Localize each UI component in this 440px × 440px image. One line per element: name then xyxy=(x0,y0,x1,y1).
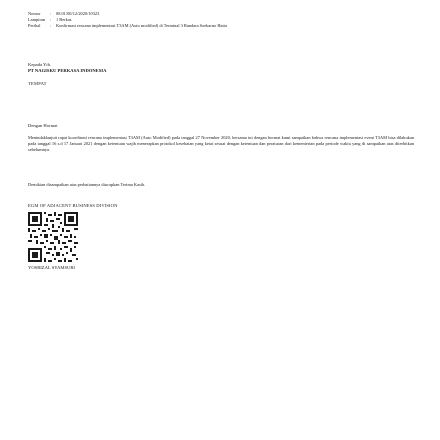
letter-metadata xyxy=(28,11,416,30)
recipient-salutation: Kepada Yth. xyxy=(28,62,52,67)
body-paragraph: Menindaklanjuti rapat koordinasi rencana implementasi T3AM (Auto Modified) pada tanggal 27 November 2020, bersama ini dengan hormat kami sampaikan bahwa rencana implementasi event T3AM bisa dilakukan pada tanggal 16 s.d 17 Januari 2021 dengan ketentuan wajib menerapkan protokol kesehatan yang ketat sesuai dengan ketentuan dan peraturan dari kementerian pada periode waktu yang di sampaikan atas diterbitkan sebelumnya. xyxy=(28,135,414,153)
signatory-title: EGM OF ADJACENT BUSINESS DIVISION xyxy=(28,203,118,208)
meta-label: Lampiran xyxy=(28,17,46,23)
meta-value: 08.01/00/12/2020/10323 xyxy=(56,11,100,16)
meta-row-attachment: Lampiran : 1 Berkas xyxy=(28,17,416,23)
recipient-place: TEMPAT xyxy=(28,81,47,86)
meta-label: Perihal xyxy=(28,23,41,29)
qr-code xyxy=(28,212,78,262)
greeting: Dengan Hormat xyxy=(28,123,58,128)
meta-value: 1 Berkas xyxy=(56,17,72,23)
recipient-block xyxy=(28,62,106,87)
meta-value: Konfirmasi rencana implementasi T3AM (Auto modified) di Terminal 3 Bandara Soekarno Hatta xyxy=(56,23,227,29)
meta-label: Nomor xyxy=(28,11,41,16)
recipient-company: PT NAGISKU PERKASA INDONESIA xyxy=(28,68,107,73)
signatory-name: YOSRIZAL SYAMSURI xyxy=(28,265,75,270)
meta-row-number: Nomor : 08.01/00/12/2020/10323 xyxy=(28,11,416,17)
meta-row-subject: Perihal : Konfirmasi rencana implementasi T3AM (Auto modified) di Terminal 3 Bandara Soekarno Hatta xyxy=(28,23,416,29)
closing-line: Demikian disampaikan atas perhatiannya diucapkan Terima Kasih. xyxy=(28,182,146,187)
